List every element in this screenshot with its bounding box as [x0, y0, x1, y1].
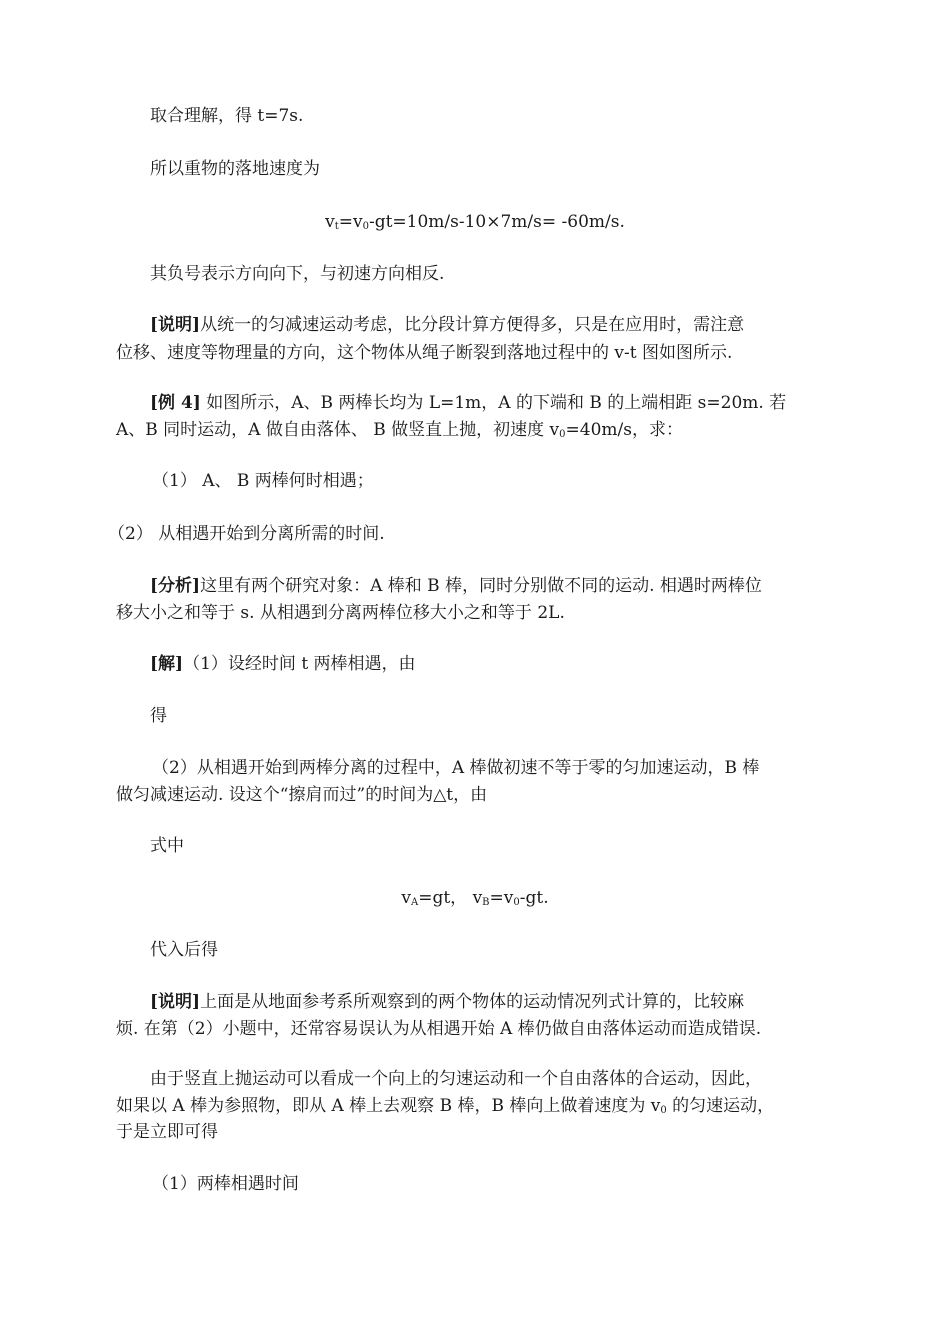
text-line: 得	[150, 706, 167, 726]
text-line: 位移、速度等物理量的方向，这个物体从绳子断裂到落地过程中的 v-t 图如图所示.	[116, 343, 733, 363]
text-line	[116, 1096, 774, 1121]
equation-line	[0, 212, 950, 237]
analysis-tag: [分析]	[150, 576, 201, 596]
note-paragraph-line	[150, 992, 744, 1012]
note-paragraph-line	[150, 315, 744, 335]
text-line	[116, 420, 683, 445]
eq-subscript: B	[482, 897, 490, 908]
example-text: =40m/s，求：	[565, 420, 683, 440]
note-tag: [说明]	[150, 992, 201, 1012]
text-line: 其负号表示方向向下，与初速方向相反.	[150, 264, 445, 284]
analysis-line	[150, 576, 762, 596]
text-line: 烦. 在第（2）小题中，还常容易误认为从相遇开始 A 棒仍做自由落体运动而造成错误.	[116, 1019, 762, 1039]
eq-text: v	[401, 888, 411, 908]
text-line: 于是立即可得	[116, 1122, 218, 1142]
example-text: 如图所示，A、B 两棒长均为 L=1m，A 的下端和 B 的上端相距 s=20m. 若	[200, 393, 787, 413]
eq-subscript: 0	[362, 221, 369, 232]
eq-text: -gt=10m/s-10×7m/s= -60m/s.	[368, 212, 625, 232]
question-item: （1） A、 B 两棒何时相遇；	[152, 471, 374, 491]
example-text: A、B 同时运动，A 做自由落体、 B 做竖直上抛，初速度 v	[116, 420, 560, 440]
note-text: 上面是从地面参考系所观察到的两个物体的运动情况列式计算的，比较麻	[200, 992, 745, 1012]
eq-text: -gt.	[519, 888, 549, 908]
eq-text: v	[325, 212, 335, 232]
para-text: 如果以 A 棒为参照物，即从 A 棒上去观察 B 棒，B 棒向上做着速度为 v	[116, 1096, 661, 1116]
para-text: 的匀速运动，	[666, 1096, 775, 1116]
text-line: 所以重物的落地速度为	[150, 159, 320, 179]
note-text: 从统一的匀减速运动考虑，比分段计算方便得多，只是在应用时，需注意	[200, 315, 745, 335]
example-tag: [例 4]	[150, 393, 201, 413]
text-line: 做匀减速运动. 设这个“擦肩而过”的时间为△t，由	[116, 785, 488, 805]
solution-text: （1）设经时间 t 两棒相遇，由	[183, 654, 416, 674]
eq-subscript: A	[410, 897, 419, 908]
eq-text: =v	[489, 888, 514, 908]
eq-subscript: 0	[559, 429, 566, 440]
example-heading-line	[150, 393, 786, 413]
eq-subscript: 0	[513, 897, 520, 908]
text-line: 代入后得	[150, 940, 218, 960]
equation-line	[0, 888, 950, 913]
eq-subscript: t	[334, 221, 339, 232]
solution-line	[150, 654, 416, 674]
eq-subscript: 0	[660, 1105, 667, 1116]
eq-text: =gt， v	[418, 888, 483, 908]
text-line: 式中	[150, 836, 184, 856]
note-tag: [说明]	[150, 315, 201, 335]
question-item: （2） 从相遇开始到分离所需的时间.	[108, 524, 385, 544]
text-line: 移大小之和等于 s. 从相遇到分离两棒位移大小之和等于 2L.	[116, 603, 565, 623]
eq-text: =v	[338, 212, 363, 232]
analysis-text: 这里有两个研究对象：A 棒和 B 棒，同时分别做不同的运动. 相遇时两棒位	[200, 576, 762, 596]
solution-tag: [解]	[150, 654, 184, 674]
text-line: 取合理解，得 t=7s.	[150, 106, 304, 126]
text-line: （1）两棒相遇时间	[152, 1174, 299, 1194]
text-line: 由于竖直上抛运动可以看成一个向上的匀速运动和一个自由落体的合运动，因此，	[150, 1069, 762, 1089]
text-line: （2）从相遇开始到两棒分离的过程中，A 棒做初速不等于零的匀加速运动，B 棒	[152, 758, 760, 778]
